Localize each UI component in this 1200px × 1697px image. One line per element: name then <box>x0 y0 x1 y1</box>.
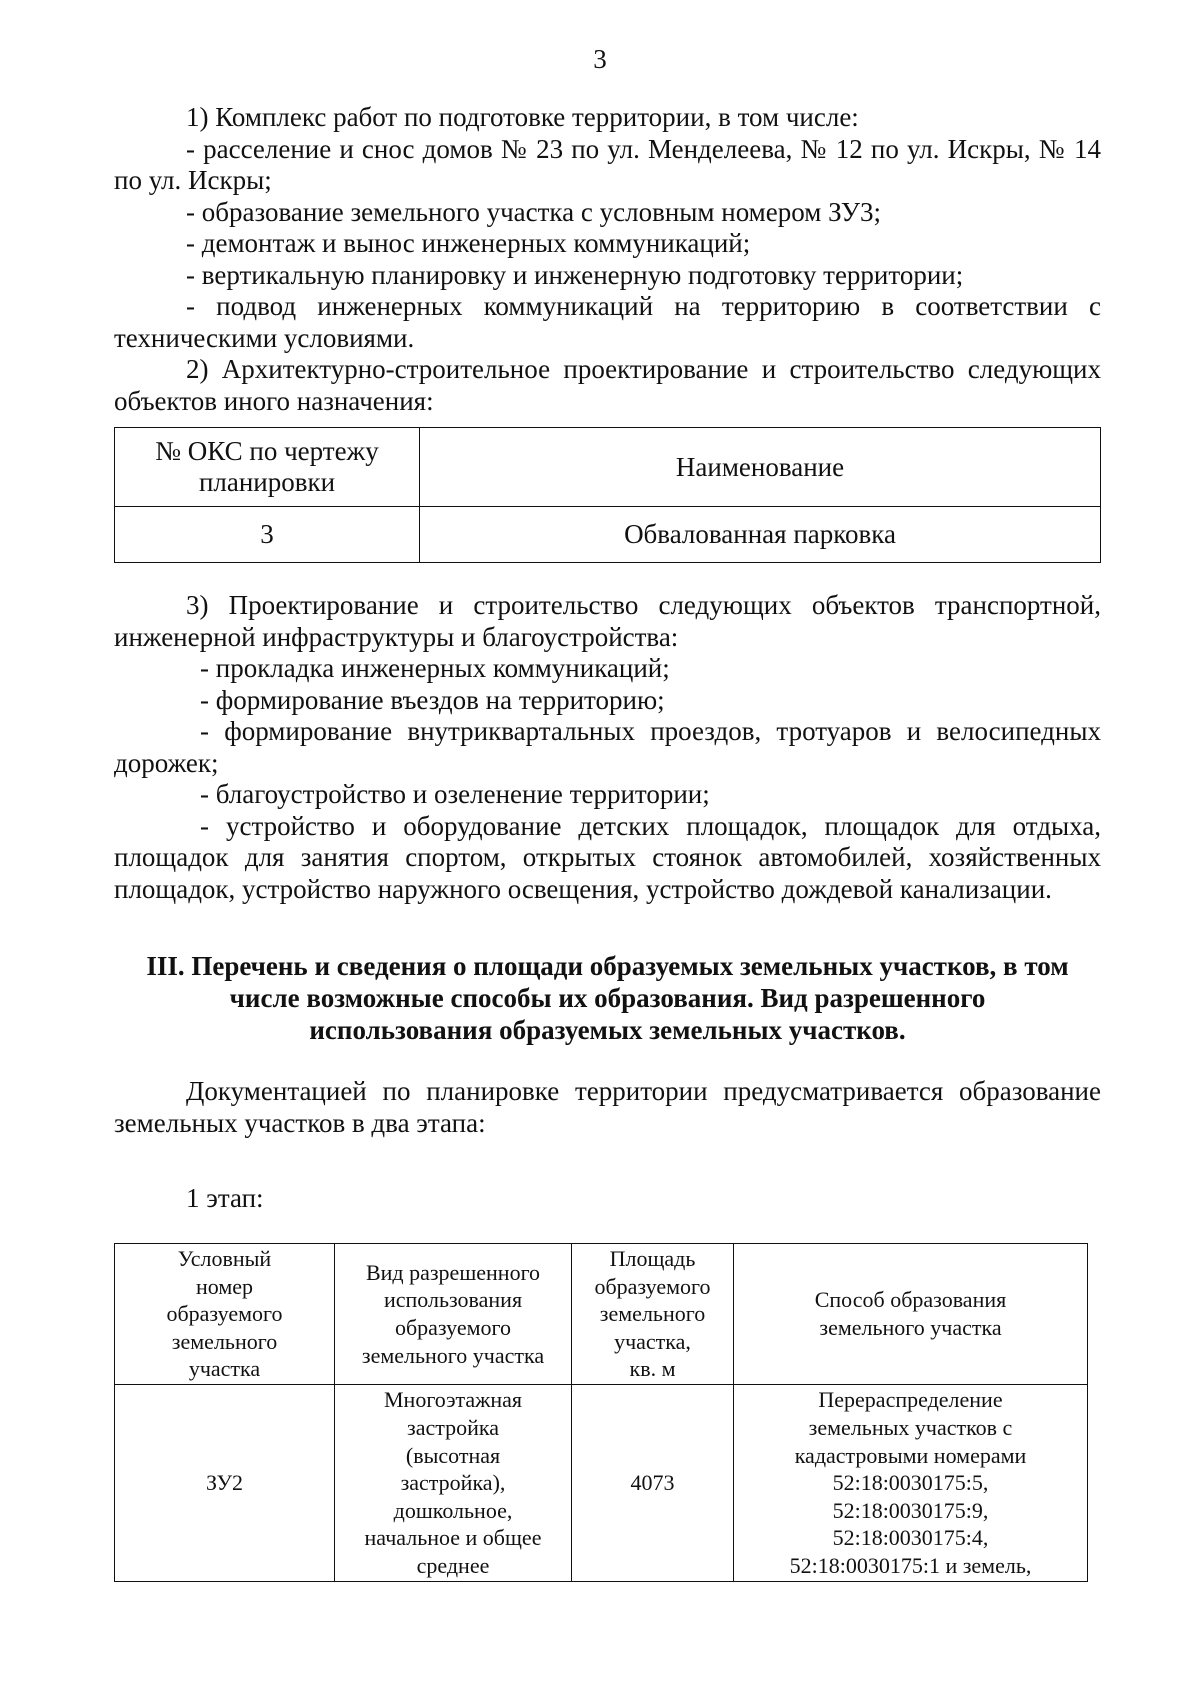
works-list-section <box>114 102 1101 417</box>
table-cell: Обвалованная парковка <box>420 507 1101 563</box>
table-cell-method: Перераспределение земельных участков с кадастровыми номерами 52:18:0030175:5, 52:18:0030175:9, 52:18:0030175:4, 52:18:0030175:1 и земель, <box>734 1385 1088 1582</box>
table-header-cell: Условный номер образуемого земельного участка <box>115 1244 335 1385</box>
infrastructure-item-landscaping: - благоустройство и озеленение территории; <box>200 779 710 809</box>
table-header-cell: № ОКС по чертежу планировки <box>115 428 420 507</box>
works-item-resettlement: - расселение и снос домов № 23 по ул. Менделеева, № 12 по ул. Искры, № 14 по ул. Искры; <box>114 133 1101 195</box>
table-cell-area: 4073 <box>572 1385 734 1582</box>
heading-line: числе возможные способы их образования. Вид разрешенного <box>229 983 986 1013</box>
table-header-row <box>115 428 1101 507</box>
heading-line: III. Перечень и сведения о площади образуемых земельных участков, в том <box>146 951 1069 981</box>
table-row <box>115 1385 1088 1582</box>
table-row <box>115 507 1101 563</box>
page-number: 3 <box>593 44 607 74</box>
infrastructure-item-entrances: - формирование въездов на территорию; <box>200 684 665 715</box>
table-header-cell: Наименование <box>420 428 1101 507</box>
infrastructure-item-utilities: - прокладка инженерных коммуникаций; <box>200 653 670 683</box>
table-header-cell: Вид разрешенного использования образуемого земельного участка <box>335 1244 572 1385</box>
infrastructure-item-playgrounds: - устройство и оборудование детских площадок, площадок для отдыха, площадок для занятия спортом, открытых стоянок автомобилей, хозяйственных площадок, устройство наружного освещения, устройство дождевой канализации. <box>114 810 1101 904</box>
stage-label: 1 этап: <box>186 1183 264 1213</box>
land-plots-table <box>114 1243 1088 1582</box>
table-header-cell: Площадь образуемого земельного участка, кв. м <box>572 1244 734 1385</box>
table-cell-usage: Многоэтажная застройка (высотная застройка), дошкольное, начальное и общее среднее <box>335 1385 572 1582</box>
works-item-land-plot: - образование земельного участка с условным номером ЗУ3; <box>186 196 882 227</box>
infrastructure-item-driveways: - формирование внутриквартальных проездов, тротуаров и велосипедных дорожек; <box>114 716 1101 778</box>
infrastructure-section <box>114 590 1101 905</box>
table-cell-plot-number: ЗУ2 <box>115 1385 335 1582</box>
works-item-dismantling: - демонтаж и вынос инженерных коммуникаций; <box>186 228 751 258</box>
works-item-vertical-planning: - вертикальную планировку и инженерную подготовку территории; <box>186 259 964 290</box>
table-cell: 3 <box>115 507 420 563</box>
works-item-1: 1) Комплекс работ по подготовке территории, в том числе: <box>186 102 859 132</box>
infrastructure-item-3: 3) Проектирование и строительство следующих объектов транспортной, инженерной инфраструктуры и благоустройства: <box>114 590 1101 652</box>
table-header-row <box>115 1244 1088 1385</box>
works-item-utilities: - подвод инженерных коммуникаций на территорию в соответствии с техническими условиями. <box>114 291 1101 353</box>
stages-paragraph: Документацией по планировке территории предусматривается образование земельных участков в два этапа: <box>114 1076 1101 1138</box>
heading-line: использования образуемых земельных участков. <box>309 1015 906 1045</box>
section-heading <box>114 950 1101 1046</box>
objects-table <box>114 427 1101 563</box>
table-header-cell: Способ образования земельного участка <box>734 1244 1088 1385</box>
works-item-2: 2) Архитектурно-строительное проектирование и строительство следующих объектов иного назначения: <box>114 354 1101 416</box>
stages-intro <box>114 1076 1101 1139</box>
